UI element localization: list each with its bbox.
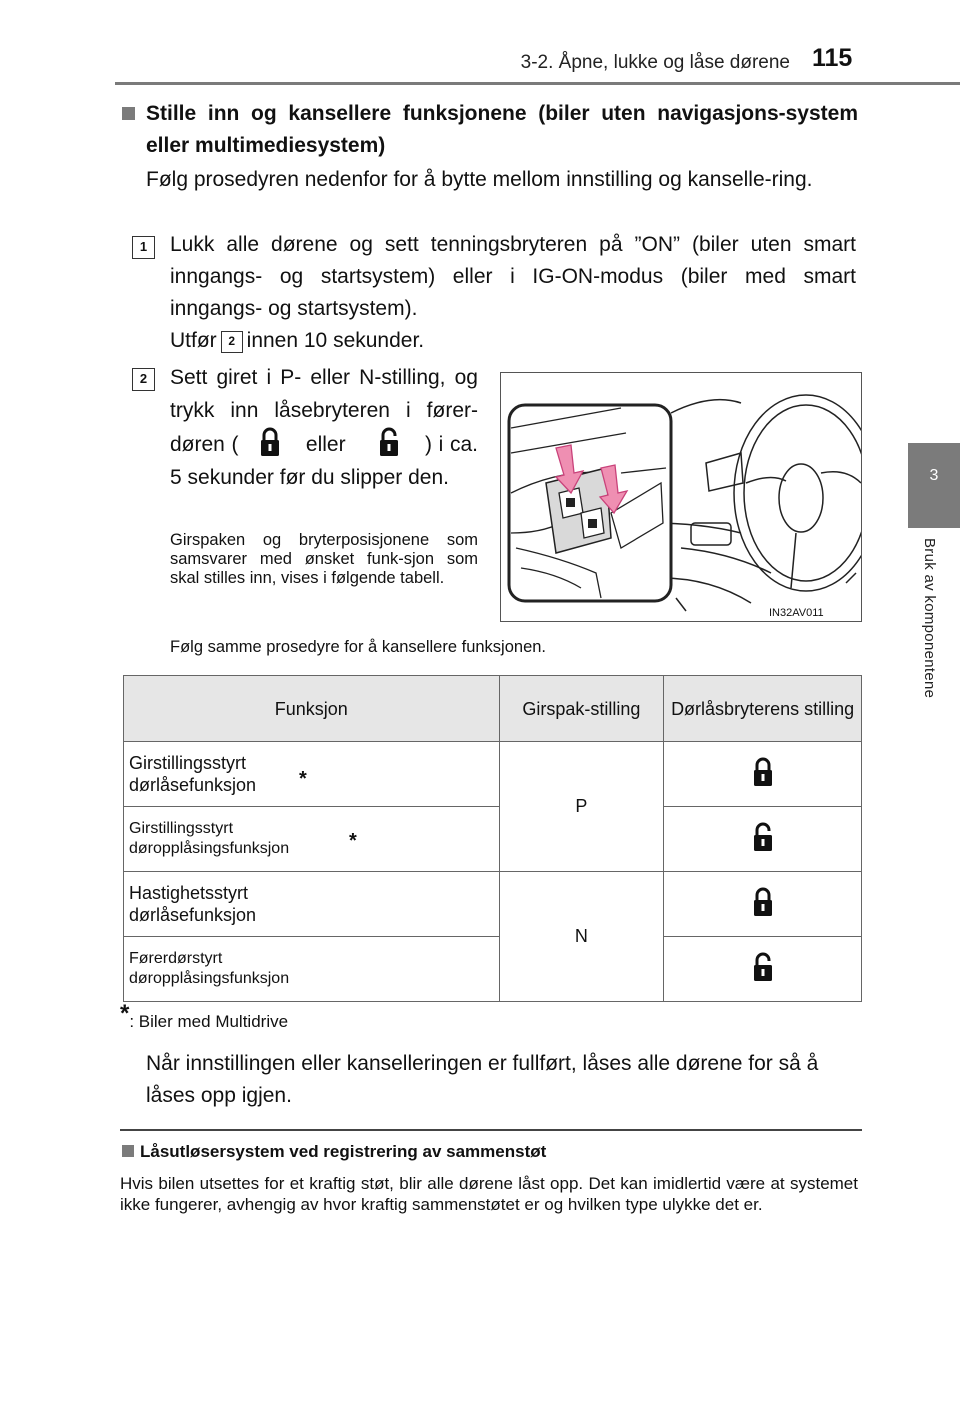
footnote-star: * — [349, 830, 357, 852]
table-row — [124, 807, 862, 872]
step-1-text: Lukk alle dørene og sett tenningsbryteren på ”ON” (biler uten smart inngangs- og startsystem) eller i IG-ON-modus (biler med smart inngangs- og startsystem). — [170, 233, 856, 320]
step-2-number: 2 — [132, 368, 155, 391]
footnote — [120, 1000, 289, 1032]
function-name-text: Førerdørstyrt døropplåsingsfunksjon — [129, 950, 290, 987]
step-1-followup-before: Utfør — [170, 329, 217, 352]
header-lock-switch: Dørlåsbryterens stilling — [664, 676, 862, 742]
function-name-text: Girstillingsstyrt dørlåsefunksjon — [129, 753, 257, 795]
function-name-text: Hastighetsstyrt dørlåsefunksjon — [129, 883, 257, 925]
header-gear: Girspak-stilling — [499, 676, 664, 742]
section-divider — [120, 1129, 862, 1131]
header-rule — [115, 82, 960, 85]
door-lock-illustration — [500, 372, 862, 622]
lock-closed-icon — [752, 757, 774, 787]
page-number: 115 — [812, 44, 853, 72]
lock-position — [664, 807, 862, 872]
info-text: Hvis bilen utsettes for et kraftig støt, blir alle dørene låst opp. Det kan imidlertid være at systemet ikke fungerer, avhengig av hvor kraftig sammenstøtet er og hvilken type ulykke det er. — [120, 1174, 858, 1214]
section-heading-text: Stille inn og kansellere funksjonene (biler uten navigasjons-system eller multimediesystem) — [146, 102, 858, 157]
lock-open-icon — [752, 952, 774, 982]
function-name — [124, 872, 500, 937]
step-2-ref: 2 — [221, 331, 243, 353]
lock-closed-icon — [259, 427, 281, 457]
table-row — [124, 872, 862, 937]
header-function: Funksjon — [124, 676, 500, 742]
info-title: Låsutløsersystem ved registrering av sammenstøt — [140, 1142, 547, 1161]
function-name-text: Girstillingsstyrt døropplåsingsfunksjon — [129, 820, 290, 857]
lock-position — [664, 742, 862, 807]
step-2-text — [170, 362, 478, 494]
lock-open-icon — [752, 822, 774, 852]
lock-position — [664, 937, 862, 1002]
lock-closed-icon — [752, 887, 774, 917]
table-row — [124, 937, 862, 1002]
function-name — [124, 742, 500, 807]
section-heading — [120, 98, 858, 162]
chapter-tab: 3 — [908, 443, 960, 528]
square-bullet-icon — [122, 107, 135, 120]
step-1-followup — [170, 325, 570, 357]
gear-position: P — [499, 742, 664, 872]
step-1-number: 1 — [132, 236, 155, 259]
function-name — [124, 937, 500, 1002]
closing-paragraph: Når innstillingen eller kanselleringen er fullført, låses alle dørene for så å låses opp igjen. — [146, 1052, 819, 1107]
table-row — [124, 742, 862, 807]
function-table — [123, 675, 862, 1002]
step-2-or: eller — [305, 433, 346, 456]
illustration-drawing — [501, 373, 862, 622]
step-2-note-2: Følg samme prosedyre for å kansellere funksjonen. — [170, 638, 547, 656]
lock-position — [664, 872, 862, 937]
figure-code: IN32AV011 — [769, 607, 824, 619]
footnote-text: : Biler med Multidrive — [129, 1012, 289, 1031]
footnote-star: * — [299, 768, 307, 790]
section-title: 3-2. Åpne, lukke og låse dørene — [520, 52, 790, 73]
step-2-text-part1: Sett giret i P- eller N-stilling, og trykk inn låsebryteren i fører-døren ( — [170, 366, 478, 456]
chapter-label: Bruk av komponentene — [921, 538, 938, 699]
gear-position: N — [499, 872, 664, 1002]
function-name — [124, 807, 500, 872]
step-1-followup-after: innen 10 sekunder. — [246, 329, 425, 352]
square-bullet-icon — [122, 1145, 134, 1157]
table-header-row — [124, 676, 862, 742]
footnote-star: * — [120, 1000, 130, 1027]
lock-open-icon — [378, 427, 400, 457]
intro-paragraph: Følg prosedyren nedenfor for å bytte mellom innstilling og kanselle-ring. — [146, 168, 813, 191]
step-2-text-part2: ) i ca. 5 sekunder før du slipper den. — [170, 433, 478, 489]
step-2-note: Girspaken og bryterposisjonene som samsvarer med ønsket funk-sjon som skal stilles inn, vises i følgende tabell. — [170, 531, 478, 587]
info-heading — [120, 1142, 860, 1162]
